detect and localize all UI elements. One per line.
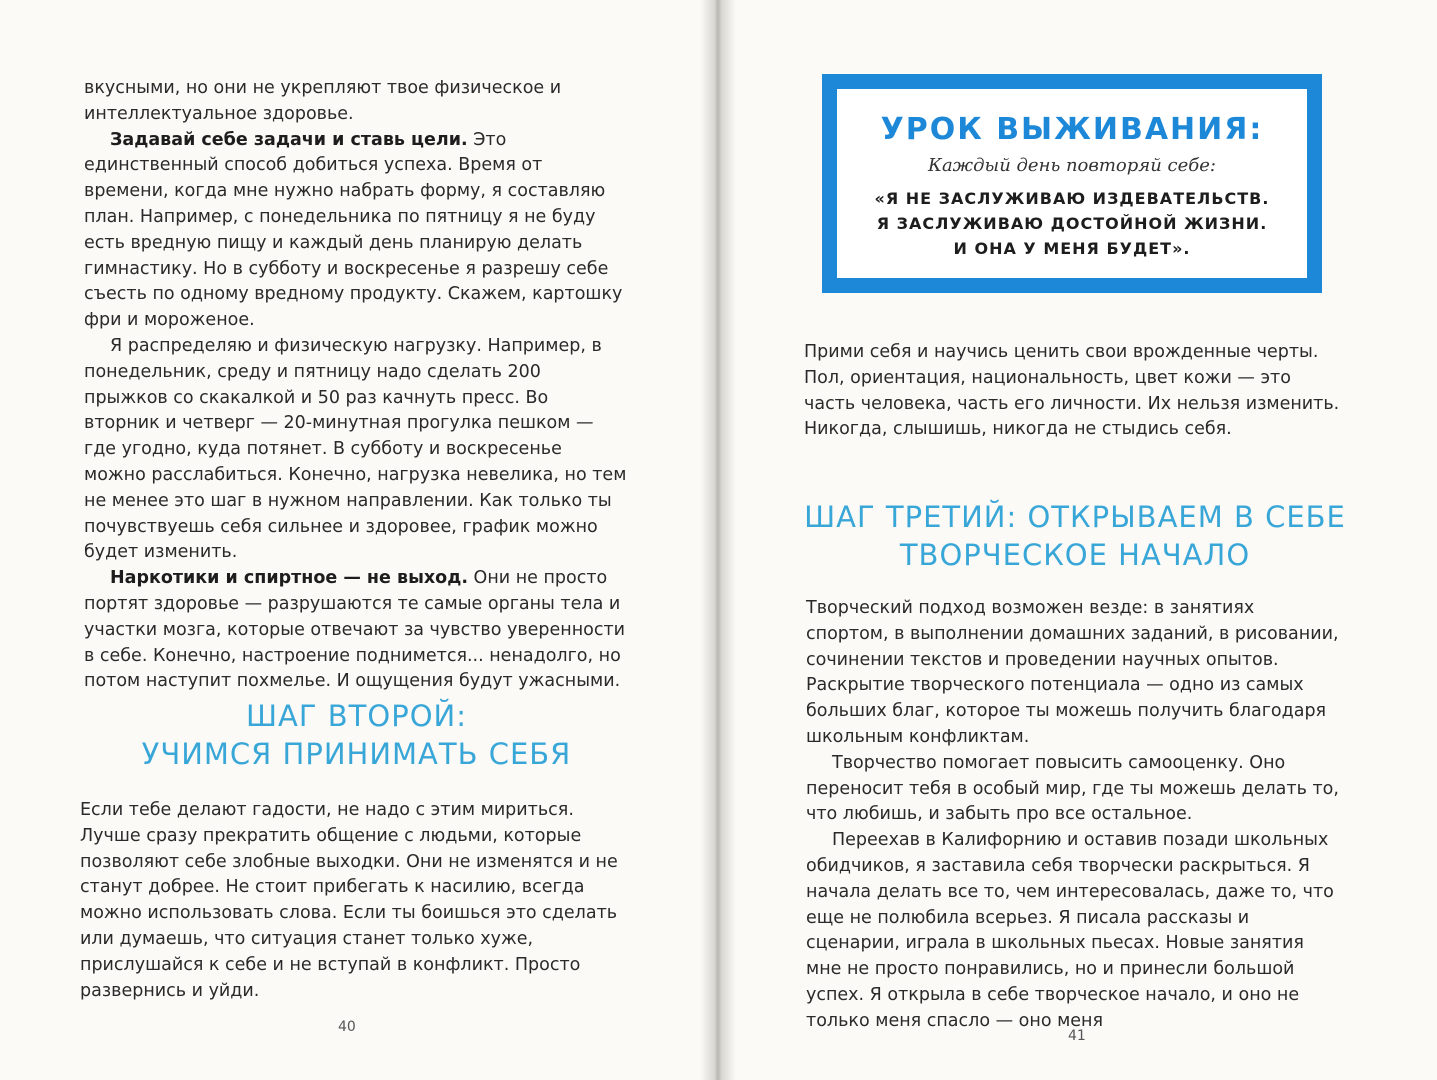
step-two-heading: ШАГ ВТОРОЙ: УЧИМСЯ ПРИНИМАТЬ СЕБЯ xyxy=(141,699,572,771)
left-paragraph-2: Задавай себе задачи и ставь цели. Это единственный способ добиться успеха. Время от времени, когда мне нужно набрать форму, я составляю план. Например, с понедельника по пятницу я не буду есть вредную пищу и каждый день планирую делать гимнастику. Но в субботу и воскресенье я разрешу себе съесть по одному вредному продукту. Скажем, картошку фри и мороженое. xyxy=(84,129,623,331)
left-body-text xyxy=(84,76,629,695)
right-paragraph-2: Творчество помогает повысить самооценку. Оно переносит тебя в особый мир, где ты можешь делать то, что любишь, и забыть про все остальное. xyxy=(806,752,1339,825)
right-paragraph-3: Переехав в Калифорнию и оставив позади школьных обидчиков, я заставила себя творчески раскрыться. Я начала делать все то, чем интересовалась, даже то, что еще не полюбила всерьез. Я писала рассказы и сценарии, играла в школьных пьесах. Новые занятия мне не просто понравились, но и принесли большой успех. Я открыла в себе творческое начало, и оно не только меня спасло — оно меня xyxy=(806,830,1334,1031)
step-two-text: Если тебе делают гадости, не надо с этим мириться. Лучше сразу прекратить общение с людьми, которые позволяют себе злобные выходки. Они не изменятся и не станут добрее. Не стоит прибегать к насилию, всегда можно использовать слова. Если ты боишься это сделать или думаешь, что ситуация станет только хуже, прислушайся к себе и не вступай в конфликт. Просто развернись и уйди. xyxy=(80,800,618,1001)
left-paragraph-3: Я распределяю и физическую нагрузку. Например, в понедельник, среду и пятницу надо сделать 200 прыжков со скакалкой и 50 раз качнуть пресс. Во вторник и четверг — 20-минутная прогулка пешком — где угодно, куда потянет. В субботу и воскресенье можно расслабиться. Конечно, нагрузка невелика, но тем не менее это шаг в нужном направлении. Как только ты почувствуешь себя сильнее и здоровее, график можно будет изменить. xyxy=(84,335,627,563)
survival-lesson-box xyxy=(822,74,1322,293)
lesson-subtitle: Каждый день повторяй себе: xyxy=(928,155,1216,176)
lesson-quote: «Я НЕ ЗАСЛУЖИВАЮ ИЗДЕВАТЕЛЬСТВ. Я ЗАСЛУЖИВАЮ ДОСТОЙНОЙ ЖИЗНИ. И ОНА У МЕНЯ БУДЕТ». xyxy=(874,189,1270,258)
right-paragraph-1: Творческий подход возможен везде: в занятиях спортом, в выполнении домашних заданий, в рисовании, сочинении текстов и проведении научных опытов. Раскрытие творческого потенциала — одно из самых больших благ, которое ты можешь получить благодаря школьным конфликтам. xyxy=(806,598,1339,747)
right-body-text xyxy=(806,596,1341,1035)
book-gutter xyxy=(700,0,736,1080)
right-intro-text: Прими себя и научись ценить свои врожденные черты. Пол, ориентация, национальность, цвет кожи — это часть человека, часть его личности. Их нельзя изменить. Никогда, слышишь, никогда не стыдись себя. xyxy=(804,342,1340,440)
left-paragraph-1: вкусными, но они не укрепляют твое физическое и интеллектуальное здоровье. xyxy=(84,78,562,124)
left-paragraph-4: Наркотики и спиртное — не выход. Они не просто портят здоровье — разрушаются те самые органы тела и участки мозга, которые отвечают за чувство уверенности в себе. Конечно, настроение поднимется... ненадолго, но потом наступит похмелье. И ощущения будут ужасными. xyxy=(84,568,626,692)
page-number-left: 40 xyxy=(338,1019,356,1035)
page-number-right: 41 xyxy=(1068,1028,1086,1044)
bold-lead-drugs: Наркотики и спиртное — не выход. xyxy=(110,568,468,589)
bold-lead-goals: Задавай себе задачи и ставь цели. xyxy=(110,129,468,150)
step-three-heading: ШАГ ТРЕТИЙ: ОТКРЫВАЕМ В СЕБЕ ТВОРЧЕСКОЕ НАЧАЛО xyxy=(804,500,1346,572)
lesson-title: УРОК ВЫЖИВАНИЯ: xyxy=(880,112,1264,147)
